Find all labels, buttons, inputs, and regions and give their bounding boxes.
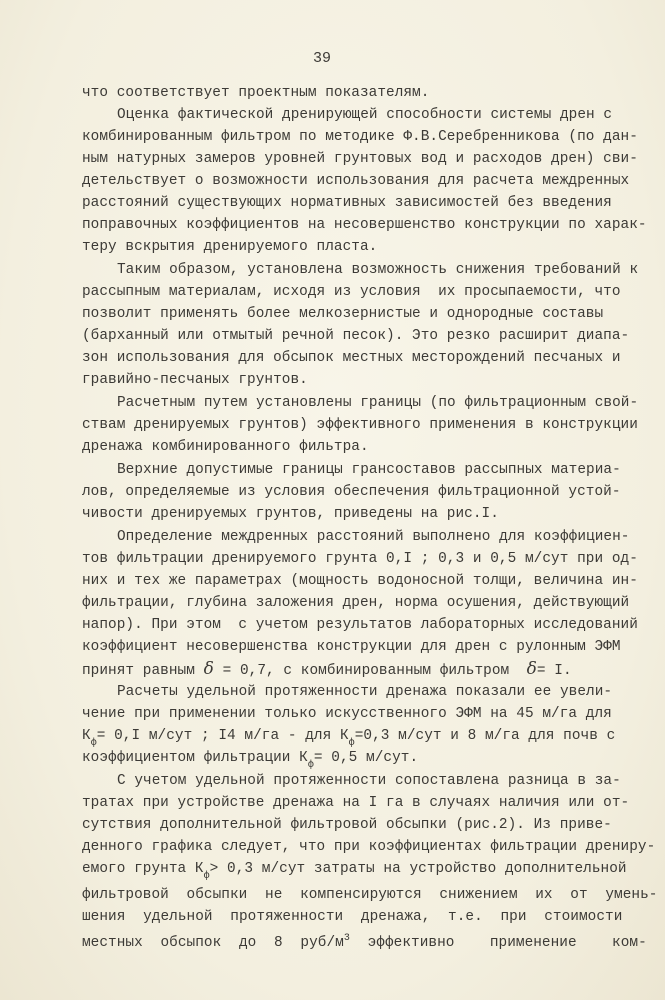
text-segment: Оценка фактической дренирующей способности системы дрен с [117, 107, 613, 123]
text-line [117, 394, 638, 412]
text-segment: напор). При этом с учетом результатов лабораторных исследований [82, 617, 638, 633]
text-segment: сутствия дополнительной фильтровой обсыпки (рис.2). Из приве- [82, 817, 612, 833]
text-line [82, 660, 572, 680]
subscript: ф [203, 871, 210, 882]
text-line [82, 483, 621, 501]
text-segment: зон использования для обсыпок местных месторождений песчаных и [82, 350, 621, 366]
text-line [82, 838, 655, 856]
text-segment: = 0,I м/сут ; I4 м/га - для К [96, 728, 349, 744]
delta-symbol: δ [526, 659, 537, 679]
text-line [117, 261, 638, 279]
text-segment: К [82, 728, 91, 744]
text-line [82, 572, 638, 590]
text-segment: (барханный или отмытый речной песок). Это резко расширит диапа- [82, 328, 630, 344]
text-segment: Расчеты удельной протяженности дренажа показали ее увели- [117, 684, 613, 700]
text-segment: Расчетным путем установлены границы (по фильтрационным свой- [117, 395, 639, 411]
text-line [82, 416, 638, 434]
delta-symbol: δ [203, 659, 214, 679]
text-segment: тов фильтрации дренируемого грунта 0,I ; 0,3 и 0,5 м/сут при од- [82, 551, 638, 567]
text-segment: эффективно применение ком- [349, 935, 647, 951]
text-segment: фильтрации, глубина заложения дрен, норма осушения, действующий [82, 595, 630, 611]
text-line [82, 886, 657, 904]
text-segment: Определение междренных расстояний выполнено для коэффициен- [117, 529, 630, 545]
text-segment: = 0,7, с комбинированным фильтром [213, 663, 527, 679]
text-line [82, 550, 638, 568]
text-line [82, 438, 369, 456]
text-segment: комбинированным фильтром по методике Ф.В.Серебренникова (по дан- [82, 129, 638, 145]
text-segment: емого грунта К [82, 861, 204, 877]
text-line [82, 638, 621, 656]
text-line [82, 371, 308, 389]
text-line [82, 727, 615, 747]
text-line [82, 934, 647, 954]
text-line [117, 772, 621, 790]
text-segment: ным натурных замеров уровней грунтовых вод и расходов дрен) сви- [82, 151, 638, 167]
text-segment: чивости дренируемых грунтов, приведены на рис.I. [82, 506, 499, 522]
subscript: ф [348, 738, 355, 749]
text-segment: С учетом удельной протяженности сопоставлена разница в за- [117, 773, 621, 789]
text-line [117, 461, 621, 479]
superscript: 3 [343, 933, 350, 944]
text-segment: чение при применении только искусственного ЭФМ на 45 м/га для [82, 706, 612, 722]
text-segment: коэффициент несовершенства конструкции для дрен с рулонным ЭФМ [82, 639, 621, 655]
text-line [82, 594, 629, 612]
text-segment: позволит применять более мелкозернистые и однородные составы [82, 306, 604, 322]
text-line [82, 327, 629, 345]
text-segment: детельствует о возможности использования для расчета междренных [82, 173, 630, 189]
text-segment: фильтровой обсыпки не компенсируются снижением их от умень- [82, 887, 658, 903]
text-line [117, 683, 612, 701]
text-line [82, 349, 621, 367]
text-line [117, 528, 629, 546]
text-segment: поправочных коэффициентов на несовершенство конструкции по харак- [82, 217, 647, 233]
text-line [82, 305, 603, 323]
text-line [82, 283, 621, 301]
text-segment: коэффициентом фильтрации К [82, 750, 308, 766]
text-segment: рассыпным материалам, исходя из условия их просыпаемости, что [82, 284, 621, 300]
text-line [82, 150, 638, 168]
text-line [82, 216, 647, 234]
text-segment: местных обсыпок до 8 руб/м [82, 935, 344, 951]
subscript: ф [307, 760, 314, 771]
text-line [82, 816, 612, 834]
text-segment: дренажа комбинированного фильтра. [82, 439, 369, 455]
text-line [82, 172, 629, 190]
text-line [82, 238, 377, 256]
text-segment: расстояний существующих нормативных зависимостей без введения [82, 195, 612, 211]
text-segment: что соответствует проектным показателям. [82, 85, 430, 101]
text-line [82, 84, 429, 102]
text-line [82, 194, 612, 212]
text-segment: = 0,5 м/сут. [313, 750, 419, 766]
text-segment: них и тех же параметрах (мощность водоносной толщи, величина ин- [82, 573, 638, 589]
text-line [82, 908, 622, 926]
subscript: ф [90, 738, 97, 749]
text-line [82, 128, 638, 146]
text-segment: тратах при устройстве дренажа на I га в случаях наличия или от- [82, 795, 630, 811]
text-line [82, 616, 638, 634]
text-segment: теру вскрытия дренируемого пласта. [82, 239, 378, 255]
text-segment: денного графика следует, что при коэффициентах фильтрации дрениру- [82, 839, 656, 855]
text-segment: принят равным [82, 663, 204, 679]
text-line [82, 860, 627, 880]
text-segment: лов, определяемые из условия обеспечения фильтрационной устой- [82, 484, 621, 500]
text-segment: =0,3 м/сут и 8 м/га для почв с [354, 728, 616, 744]
text-segment: = I. [536, 663, 572, 679]
text-line [82, 505, 499, 523]
text-segment: гравийно-песчаных грунтов. [82, 372, 308, 388]
text-line [82, 749, 418, 769]
text-segment: ствам дренируемых грунтов) эффективного применения в конструкции [82, 417, 638, 433]
text-segment: шения удельной протяженности дренажа, т.е. при стоимости [82, 909, 623, 925]
text-line [82, 705, 612, 723]
text-line [82, 794, 629, 812]
text-line [117, 106, 612, 124]
text-segment: Таким образом, установлена возможность снижения требований к [117, 262, 639, 278]
text-segment: > 0,3 м/сут затраты на устройство дополнительной [209, 861, 627, 877]
page-number: 39 [313, 50, 332, 67]
text-segment: Верхние допустимые границы грансоставов рассыпных материа- [117, 462, 621, 478]
